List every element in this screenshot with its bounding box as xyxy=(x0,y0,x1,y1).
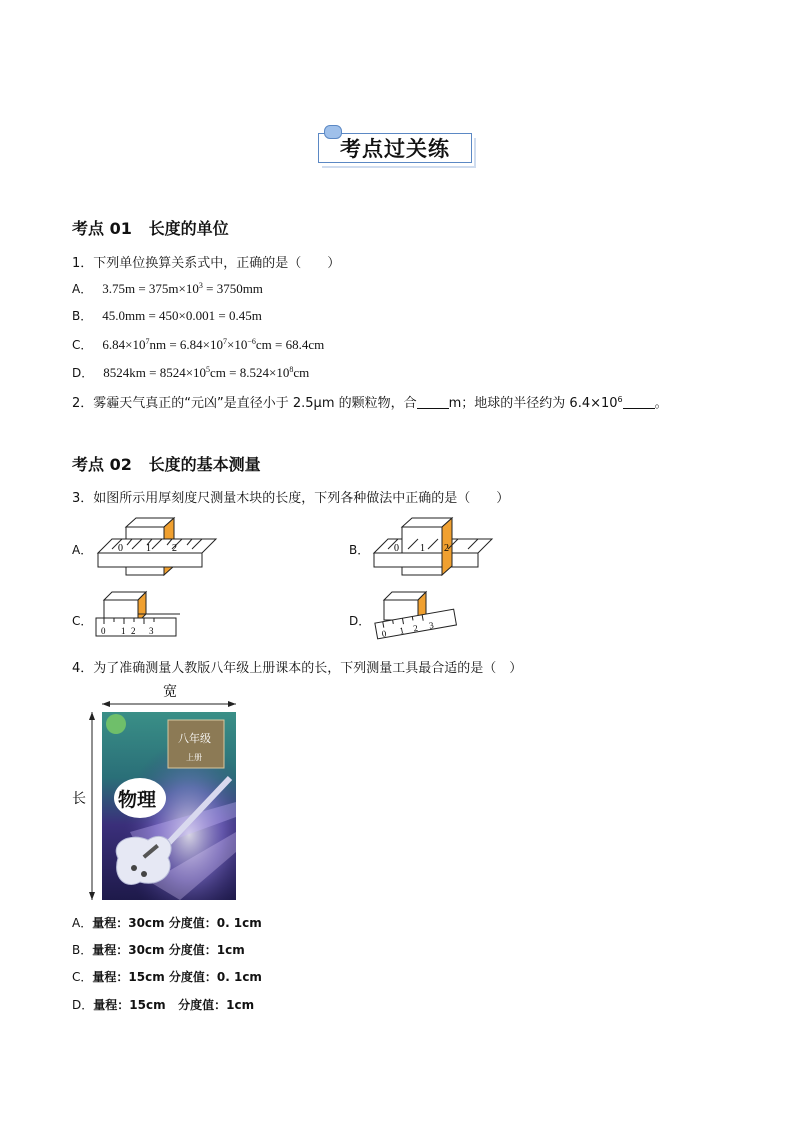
cover-volume: 上册 xyxy=(186,753,202,762)
option-label: D． xyxy=(72,366,94,380)
section-1-heading xyxy=(72,216,229,239)
q2-text xyxy=(72,392,668,411)
textbook-figure xyxy=(70,682,242,904)
option-exponent: 7 xyxy=(223,337,228,346)
option-text: cm xyxy=(293,365,310,380)
q3-figure-b xyxy=(372,515,496,577)
q1-option-c xyxy=(72,336,324,354)
cover-grade: 八年级 xyxy=(178,732,211,745)
option-exponent: −6 xyxy=(247,337,256,346)
option-label: B． xyxy=(72,943,93,957)
option-text: cm = 8.524×10 xyxy=(210,365,290,380)
tick-label: 3 xyxy=(428,620,435,631)
tick-label: 1 xyxy=(420,543,425,554)
option-text: 量程：30cm 分度值：1cm xyxy=(92,943,245,957)
option-label: D． xyxy=(72,998,94,1012)
tick-label: 3 xyxy=(149,626,154,636)
tick-label: 1 xyxy=(121,626,126,636)
q3-stem: 3．如图所示用厚刻度尺测量木块的长度，下列各种做法中正确的是（ ） xyxy=(72,491,510,506)
option-label: C． xyxy=(72,338,93,352)
tick-label: 1 xyxy=(146,543,151,554)
q3-label-c: C． xyxy=(72,614,93,628)
q3-figure-d xyxy=(372,590,462,642)
q4-option-b xyxy=(72,941,245,959)
width-label: 宽 xyxy=(163,684,177,700)
option-text: 6.84×10 xyxy=(102,337,146,352)
tick-label: 2 xyxy=(412,622,419,634)
option-text: 量程：15cm 分度值：1cm xyxy=(93,998,255,1012)
q2-part2: m；地球的半径约为 6.4×10 xyxy=(448,396,618,411)
q1-option-d xyxy=(72,364,309,382)
q4-option-d xyxy=(72,996,254,1014)
q3-label-a: A． xyxy=(72,543,93,557)
tick-label: 2 xyxy=(444,543,449,554)
option-text: = 3750mm xyxy=(202,281,263,296)
q3-label-b: B． xyxy=(349,543,370,557)
option-text: 量程：30cm 分度值：0. 1cm xyxy=(92,916,262,930)
option-text: 3.75m = 375m×10 xyxy=(102,281,199,296)
answer-blank xyxy=(623,396,655,409)
tick-label: 0 xyxy=(381,628,388,639)
tick-label: 1 xyxy=(398,625,405,636)
option-text: cm = 68.4cm xyxy=(255,337,325,352)
q1-option-b xyxy=(72,307,262,325)
option-text: 45.0mm = 450×0.001 = 0.45m xyxy=(102,308,262,323)
section-2-number: 考点 02 xyxy=(72,455,132,474)
q2-end: 。 xyxy=(654,396,668,411)
section-1-number: 考点 01 xyxy=(72,219,132,238)
tick-label: 2 xyxy=(172,543,177,554)
tick-label: 0 xyxy=(394,543,399,554)
option-text: ×10 xyxy=(227,337,248,352)
option-exponent: 3 xyxy=(198,281,203,290)
option-exponent: 7 xyxy=(145,337,150,346)
answer-blank xyxy=(417,396,449,409)
badge-title: 考点过关练 xyxy=(340,137,450,161)
q3-figure-a xyxy=(96,515,220,577)
publisher-logo-icon xyxy=(106,714,126,734)
q3-figure-c xyxy=(94,590,184,640)
q4-option-c xyxy=(72,968,262,986)
section-badge xyxy=(316,128,474,166)
tick-label: 2 xyxy=(131,626,136,636)
q1-stem: 1．下列单位换算关系式中，正确的是（ ） xyxy=(72,256,341,271)
tick-label: 0 xyxy=(101,626,106,636)
section-2-title: 长度的基本测量 xyxy=(148,455,261,474)
option-exponent: 5 xyxy=(206,365,211,374)
q2-exponent: 6 xyxy=(617,395,623,404)
cover-subject: 物理 xyxy=(118,789,157,811)
tick-label: 0 xyxy=(118,543,123,554)
option-exponent: 8 xyxy=(289,365,294,374)
q4-stem: 4．为了准确测量人教版八年级上册课本的长，下列测量工具最合适的是（ ） xyxy=(72,661,523,676)
length-label: 长 xyxy=(72,791,86,807)
option-label: C． xyxy=(72,970,93,984)
option-label: B． xyxy=(72,309,93,323)
section-2-heading xyxy=(72,452,261,475)
q1-option-a xyxy=(72,280,263,298)
section-1-title: 长度的单位 xyxy=(148,219,229,238)
option-label: A． xyxy=(72,282,93,296)
q2-part1: 2．雾霾天气真正的“元凶”是直径小于 2.5μm 的颗粒物，合 xyxy=(72,396,417,411)
option-text: 8524km = 8524×10 xyxy=(103,365,207,380)
q4-option-a xyxy=(72,914,262,932)
option-label: A． xyxy=(72,916,93,930)
option-text: 量程：15cm 分度值：0. 1cm xyxy=(92,970,262,984)
q3-label-d: D． xyxy=(349,614,371,628)
option-text: nm = 6.84×10 xyxy=(149,337,224,352)
